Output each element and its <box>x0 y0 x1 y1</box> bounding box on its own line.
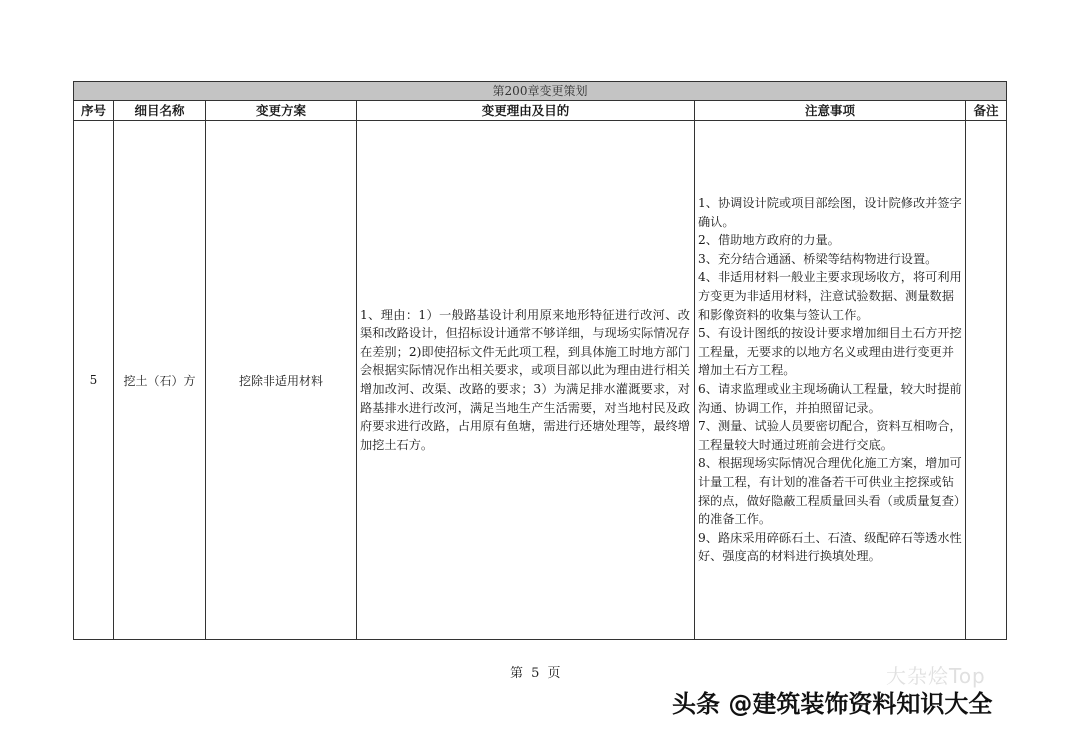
page-number: 第 5 页 <box>510 666 563 681</box>
notes-list <box>695 194 965 566</box>
table-title-row <box>74 82 1007 101</box>
header-notes: 注意事项 <box>695 101 966 121</box>
watermark-source: 头条 @建筑装饰资料知识大全 <box>672 690 993 718</box>
reason-text: 1、理由：1）一般路基设计利用原来地形特征进行改河、改渠和改路设计，但招标设计通常不够详细，与现场实际情况存在差别；2)即使招标文件无此项工程，到具体施工时地方部门会根据实际情况作出相关要求，或项目部以此为理由进行相关增加改河、改渠、改路的要求；3）为满足排水灌溉要求，对路基排水进行改河，满足当地生产生活需要，对当地村民及政府要求进行改路，占用原有鱼塘，需进行还塘处理等，最终增加挖土石方。 <box>360 307 690 452</box>
header-change-reason: 变更理由及目的 <box>357 101 695 121</box>
change-plan-table <box>73 81 1007 640</box>
note-item: 9、路床采用碎砾石土、石渣、级配碎石等透水性好、强度高的材料进行换填处理。 <box>698 530 962 564</box>
table-header-row <box>74 101 1007 121</box>
table-title: 第200章变更策划 <box>74 82 1007 101</box>
note-item: 6、请求监理或业主现场确认工程量，较大时提前沟通、协调工作，并拍照留记录。 <box>698 382 962 415</box>
cell-item-name: 挖土（石）方 <box>114 121 206 640</box>
table-row <box>74 121 1007 640</box>
cell-remark <box>966 121 1007 640</box>
watermark-faint: 大杂烩Top <box>886 664 986 688</box>
cell-notes <box>695 121 966 640</box>
header-index: 序号 <box>74 101 114 121</box>
note-item: 8、根据现场实际情况合理优化施工方案，增加可计量工程，有计划的准备若干可供业主挖探或钻探的点，做好隐蔽工程质量回头看（或质量复查）的准备工作。 <box>698 456 962 527</box>
note-item: 7、测量、试验人员要密切配合，资料互相吻合，工程量较大时通过班前会进行交底。 <box>698 419 962 452</box>
note-item: 3、充分结合通涵、桥梁等结构物进行设置。 <box>698 251 938 266</box>
cell-change-plan: 挖除非适用材料 <box>206 121 357 640</box>
header-item-name: 细目名称 <box>114 101 206 121</box>
header-change-plan: 变更方案 <box>206 101 357 121</box>
note-item: 4、非适用材料一般业主要求现场收方，将可利用方变更为非适用材料，注意试验数据、测量数据和影像资料的收集与签认工作。 <box>698 270 962 322</box>
cell-index: 5 <box>74 121 114 640</box>
header-remark: 备注 <box>966 101 1007 121</box>
note-item: 5、有设计图纸的按设计要求增加细目土石方开挖工程量，无要求的以地方名义或理由进行变更并增加土石方工程。 <box>698 326 962 378</box>
note-item: 1、协调设计院或项目部绘图，设计院修改并签字确认。 <box>698 196 962 229</box>
note-item: 2、借助地方政府的力量。 <box>698 233 840 248</box>
cell-change-reason <box>357 121 695 640</box>
